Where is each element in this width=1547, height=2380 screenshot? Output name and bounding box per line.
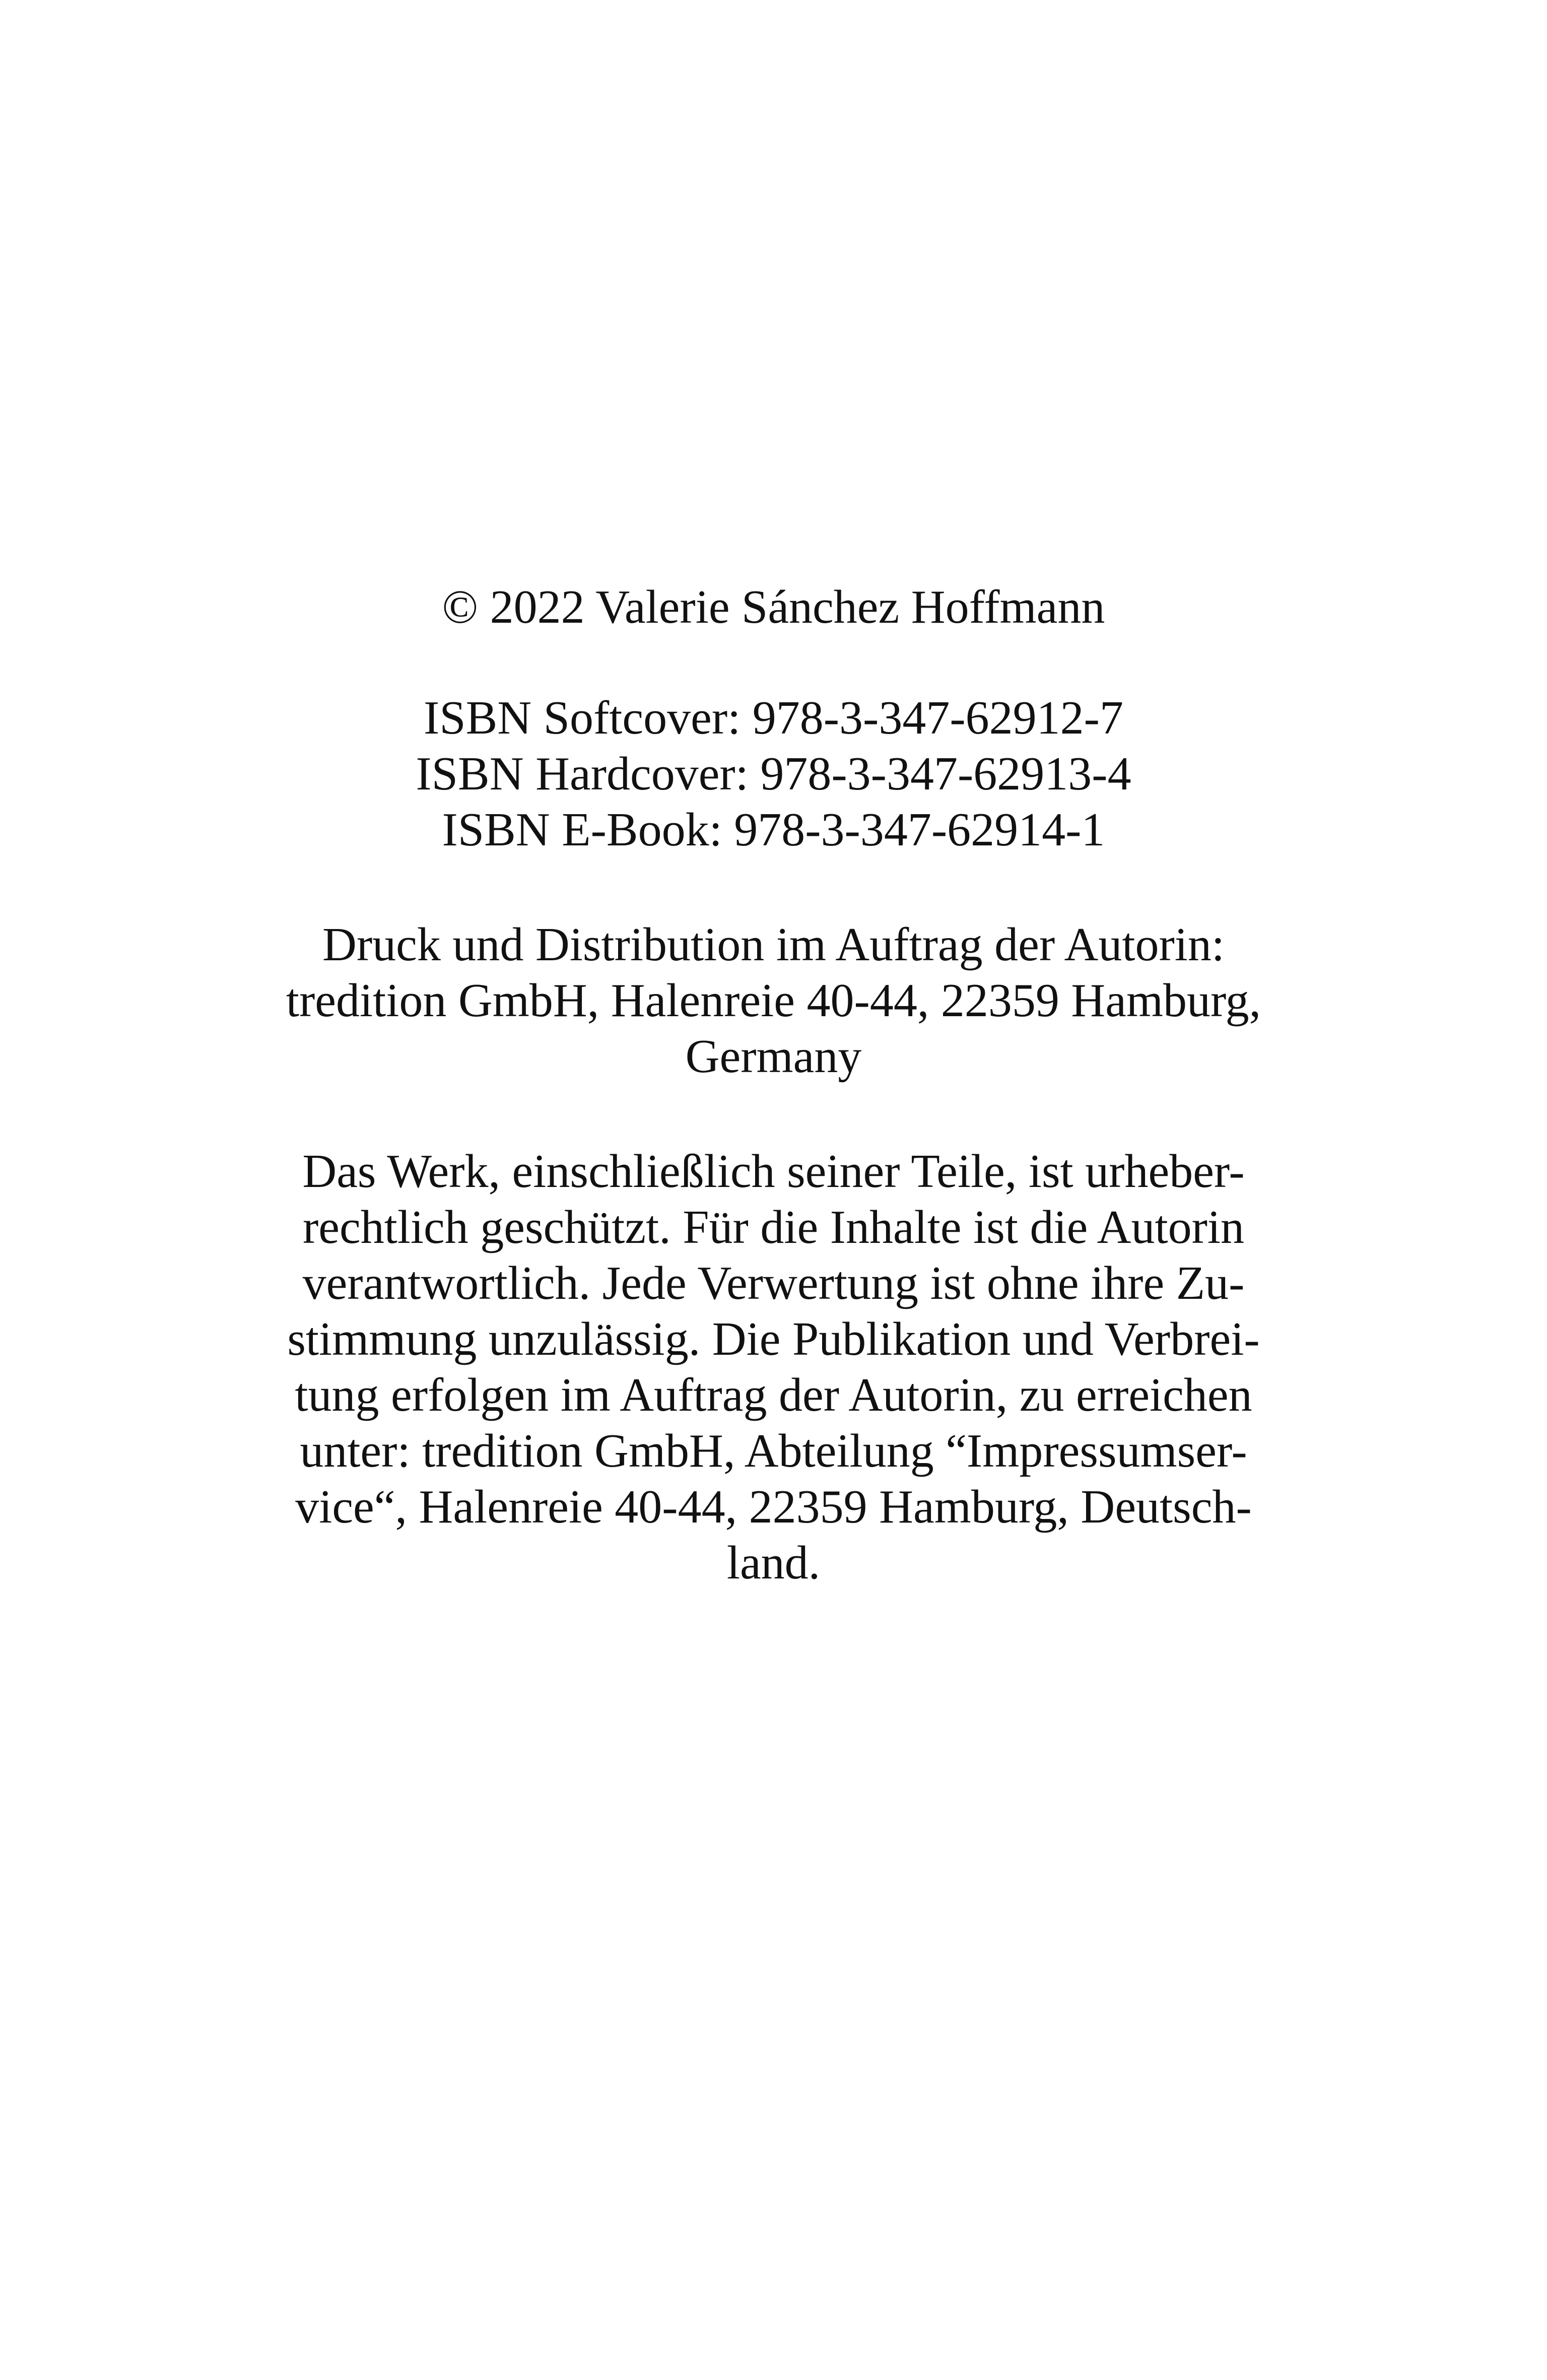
rights-line: unter: tredition GmbH, Abteilung “Impressumser- [300, 1425, 1247, 1477]
copyright-statement [0, 1144, 1547, 1591]
rights-line: tung erfolgen im Auftrag der Autorin, zu erreichen [295, 1369, 1252, 1421]
rights-line: verantwortlich. Jede Verwertung ist ohne ihre Zu- [302, 1257, 1245, 1309]
printing-distribution-info [0, 917, 1547, 1085]
rights-line: land. [726, 1537, 821, 1589]
printing-line: tredition GmbH, Halenreie 40-44, 22359 Hamburg, [286, 974, 1261, 1027]
rights-line: Das Werk, einschließlich seiner Teile, ist urheber- [302, 1145, 1245, 1198]
copyright-notice [0, 579, 1547, 635]
copyright-line: © 2022 Valerie Sánchez Hoffmann [442, 581, 1105, 633]
isbn-softcover: ISBN Softcover: 978-3-347-62912-7 [424, 692, 1123, 744]
rights-line: vice“, Halenreie 40-44, 22359 Hamburg, Deutsch- [295, 1481, 1252, 1533]
rights-line: rechtlich geschützt. Für die Inhalte ist die Autorin [302, 1201, 1245, 1253]
isbn-hardcover: ISBN Hardcover: 978-3-347-62913-4 [416, 748, 1131, 800]
rights-line: stimmung unzulässig. Die Publikation und Verbrei- [287, 1313, 1260, 1365]
isbn-ebook: ISBN E-Book: 978-3-347-62914-1 [442, 804, 1105, 856]
printing-line: Germany [685, 1030, 862, 1083]
isbn-list [0, 690, 1547, 858]
printing-line: Druck und Distribution im Auftrag der Autorin: [322, 918, 1225, 971]
